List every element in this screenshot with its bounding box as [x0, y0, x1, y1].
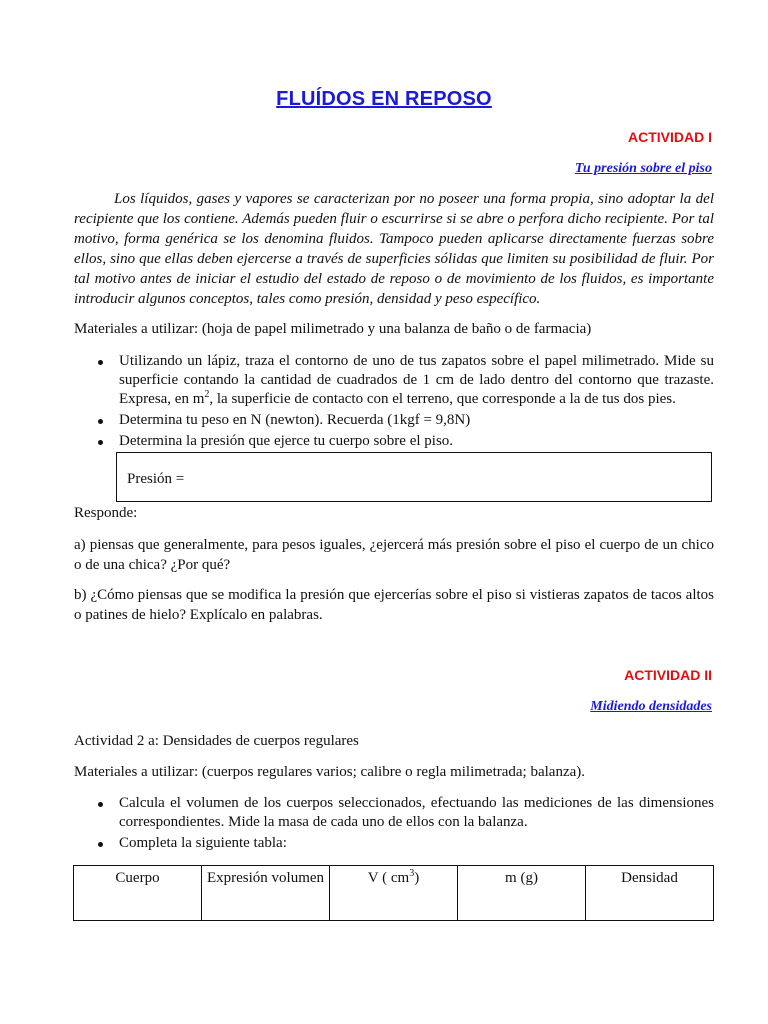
- superscript: 3: [409, 868, 415, 879]
- bullet-text: Utilizando un lápiz, traza el contorno de uno de tus zapatos sobre el papel milimetrado. Mide su superficie contando la cantidad de cuadrados de 1 cm de lado dentro del contorno que trazaste. Expresa, en m: [119, 353, 714, 407]
- bullet-text: Calcula el volumen de los cuerpos seleccionados, efectuando las mediciones de las dimensiones correspondientes. Mide la masa de cada uno de ellos con la balanza.: [119, 795, 714, 830]
- col-header-cuerpo: Cuerpo: [74, 866, 202, 921]
- bullet-icon: [98, 842, 103, 847]
- bullet-text: Completa la siguiente tabla:: [119, 835, 287, 851]
- col-header-masa: m (g): [458, 866, 586, 921]
- volume-label: V ( cm: [367, 870, 410, 886]
- question-a: a) piensas que generalmente, para pesos iguales, ¿ejercerá más presión sobre el piso el cuerpo de un chico o de una chica? ¿Por qué?: [74, 537, 714, 573]
- bullet-icon: [98, 360, 103, 365]
- col-header-volumen: [330, 866, 458, 921]
- activity-2-heading: ACTIVIDAD II: [624, 667, 712, 683]
- intro-paragraph: Los líquidos, gases y vapores se caracterizan por no poseer una forma propia, sino adoptar la del recipiente que los contiene. Además pueden fluir o escurrirse si se abre o perfora dicho recipiente. Por tal motivo, forma genérica se los denomina fluidos. Tampoco pueden aplicarse directamente fuerzas sobre ellos, sino que ellas deben ejercerse a través de superficies sólidas que limiten su posibilidad de fluir. Por tal motivo antes de iniciar el estudio del estado de reposo o de movimiento de los fluidos, es importante introducir algunos conceptos, tales como presión, densidad y peso específico.: [74, 191, 714, 307]
- bullet-icon: [98, 419, 103, 424]
- list-item: [74, 794, 714, 832]
- table-header-row: [74, 866, 714, 921]
- list-item: [74, 411, 714, 430]
- bullet-icon: [98, 440, 103, 445]
- bullet-icon: [98, 802, 103, 807]
- activity-1-heading: ACTIVIDAD I: [628, 129, 712, 145]
- col-header-densidad: Densidad: [586, 866, 714, 921]
- materials-2: Materiales a utilizar: (cuerpos regulares varios; calibre o regla milimetrada; balanza).: [74, 764, 586, 780]
- list-item: [74, 432, 714, 451]
- sub-activity-title: Actividad 2 a: Densidades de cuerpos regulares: [74, 733, 359, 749]
- activity-1-subtitle: Tu presión sobre el piso: [574, 161, 712, 176]
- col-header-expresion: Expresión volumen: [202, 866, 330, 921]
- question-b: b) ¿Cómo piensas que se modifica la presión que ejercerías sobre el piso si vistieras zapatos de tacos altos o patines de hielo? Explícalo en palabras.: [74, 587, 714, 623]
- activity-2-subtitle: Midiendo densidades: [590, 699, 712, 714]
- activity-1-bullets: [74, 352, 714, 453]
- list-item: [74, 834, 714, 853]
- bullet-text: Determina la presión que ejerce tu cuerpo sobre el piso.: [119, 433, 454, 449]
- activity-2-bullets: [74, 794, 714, 855]
- page-title: FLUÍDOS EN REPOSO: [276, 88, 492, 110]
- list-item: [74, 352, 714, 409]
- bullet-text: , la superficie de contacto con el terreno, que corresponde a la de tus dos pies.: [209, 391, 676, 407]
- bullet-text: Determina tu peso en N (newton). Recuerda (1kgf = 9,8N): [119, 412, 471, 428]
- materials-1: Materiales a utilizar: (hoja de papel milimetrado y una balanza de baño o de farmacia): [74, 321, 592, 337]
- superscript: 2: [204, 389, 210, 400]
- density-table: [73, 865, 714, 921]
- pressure-answer-box[interactable]: [116, 452, 712, 502]
- respond-label: Responde:: [74, 505, 138, 521]
- volume-label-close: ): [414, 870, 420, 886]
- pressure-label: Presión =: [127, 471, 185, 487]
